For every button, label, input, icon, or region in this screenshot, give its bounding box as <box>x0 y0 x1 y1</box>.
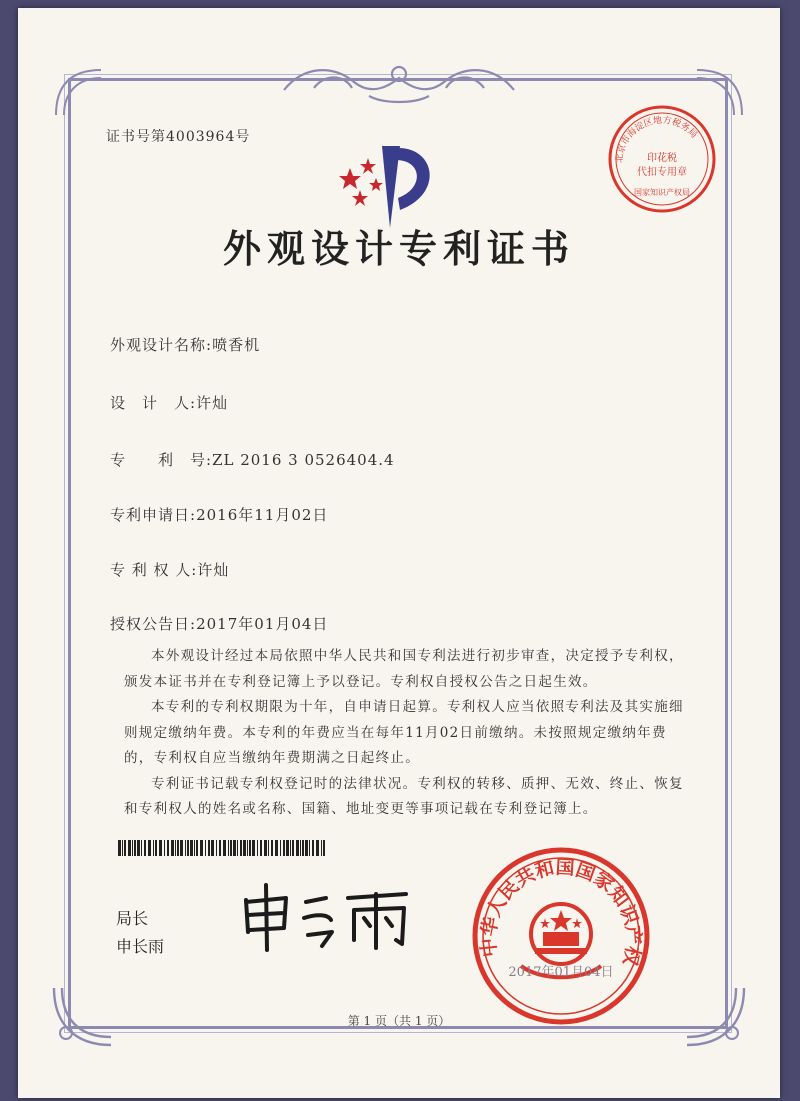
barcode-bar <box>290 840 291 856</box>
barcode-bar <box>271 840 273 856</box>
barcode-bar <box>321 840 322 856</box>
official-seal <box>471 846 651 1026</box>
body-paragraph: 本外观设计经过本局依照中华人民共和国专利法进行初步审查，决定授予专利权，颁发本证书并在专利登记簿上予以登记。专利权自授权公告之日起生效。 <box>124 648 684 690</box>
tax-stamp <box>606 103 718 215</box>
field-value: 喷香机 <box>212 336 261 354</box>
field-label: 外观设计名称: <box>110 336 213 354</box>
barcode-bar <box>153 840 154 856</box>
field-design-name <box>110 334 260 355</box>
barcode-bar <box>205 840 206 856</box>
barcode-bar <box>249 840 251 856</box>
barcode-bar <box>268 840 269 856</box>
top-ornament <box>274 60 524 106</box>
barcode-bar <box>171 840 174 856</box>
page-footer: 第 1 页（共 1 页） <box>347 1014 451 1028</box>
barcode-bar <box>177 840 179 856</box>
barcode-bar <box>323 840 325 856</box>
field-value: 2016年11月02日 <box>196 506 329 524</box>
barcode-bar <box>187 840 189 856</box>
body-paragraph: 本专利的专利权期限为十年，自申请日起算。专利权人应当依照专利法及其实施细则规定缴纳年费。本专利的年费应当在每年11月02日前缴纳。未按照规定缴纳年费的，专利权自应当缴纳年费期满之日起终止。 <box>124 699 684 766</box>
field-value: 许灿 <box>196 394 229 412</box>
seal-ring-text: 中华人民共和国国家知识产权 <box>477 856 645 968</box>
field-label: 专 利 号: <box>110 451 213 469</box>
barcode-bar <box>190 840 193 856</box>
field-value: ZL 2016 3 0526404.4 <box>212 451 395 469</box>
barcode-bar <box>175 840 176 856</box>
barcode-bar <box>124 840 126 856</box>
barcode-bar <box>200 840 203 856</box>
barcode-bar <box>260 840 262 856</box>
body-paragraph: 专利证书记载专利权登记时的法律状况。专利权的转移、质押、无效、终止、恢复和专利权人的姓名或名称、国籍、地址变更等事项记载在专利登记簿上。 <box>124 775 684 817</box>
barcode-bar <box>228 840 229 856</box>
field-patentee <box>110 559 229 580</box>
field-value: 2017年01月04日 <box>196 615 329 633</box>
barcode-bar <box>280 840 281 856</box>
handwritten-signature <box>236 880 436 955</box>
certificate-page <box>18 8 780 1098</box>
barcode-bar <box>312 840 314 856</box>
barcode-bar <box>223 840 226 856</box>
tax-stamp-line2: 代扣专用章 <box>637 167 687 178</box>
barcode-bar <box>180 840 183 856</box>
barcode-bar <box>134 840 136 856</box>
barcode-bar <box>237 840 238 856</box>
barcode-bar <box>132 840 133 856</box>
director-title: 局长 <box>116 909 149 928</box>
barcode-bar <box>243 840 246 856</box>
barcode-bar <box>283 840 285 856</box>
field-label: 专利申请日: <box>110 506 197 524</box>
tax-stamp-line1: 印花税 <box>647 153 677 164</box>
barcode-bar <box>286 840 289 856</box>
barcode-bar <box>164 840 165 856</box>
barcode-bar <box>141 840 142 856</box>
barcode-bar <box>264 840 267 856</box>
barcode-bar <box>247 840 248 856</box>
director-name: 申长雨 <box>116 937 165 956</box>
field-label: 专 利 权 人: <box>110 561 198 579</box>
barcode-bar <box>144 840 146 856</box>
barcode-bar <box>122 840 123 856</box>
barcode-bar <box>302 840 304 856</box>
barcode-bar <box>219 840 221 856</box>
barcode-bar <box>309 840 310 856</box>
field-label: 设 计 人: <box>110 394 197 412</box>
field-value: 许灿 <box>197 561 230 579</box>
barcode-bar <box>137 840 140 856</box>
barcode-bar <box>275 840 278 856</box>
barcode-bar <box>185 840 186 856</box>
tax-stamp-ring-text: 北京市海淀区地方税务局 <box>614 115 699 164</box>
barcode-bar <box>167 840 169 856</box>
seal-date: 2017年01月04日 <box>508 965 614 980</box>
barcode-bar <box>196 840 198 856</box>
barcode-bar <box>128 840 131 856</box>
barcode-bar <box>296 840 299 856</box>
field-grant-date <box>110 613 328 634</box>
field-patent-number <box>110 449 395 470</box>
barcode-bar <box>233 840 236 856</box>
barcode-bar <box>194 840 195 856</box>
barcode-bar <box>257 840 258 856</box>
certificate-body <box>124 644 684 823</box>
barcode-bar <box>159 840 162 856</box>
barcode-bar <box>155 840 157 856</box>
barcode-bar <box>211 840 214 856</box>
barcode-bar <box>216 840 217 856</box>
field-label: 授权公告日: <box>110 615 197 633</box>
barcode-bar <box>252 840 255 856</box>
page-title: 外观设计专利证书 <box>222 227 575 271</box>
barcode-bar <box>148 840 151 856</box>
tax-stamp-bottom-text: 国家知识产权局 <box>634 188 690 197</box>
barcode-bar <box>300 840 301 856</box>
field-application-date <box>110 504 328 525</box>
barcode-bar <box>208 840 210 856</box>
barcode-bar <box>118 840 121 856</box>
barcode-bar <box>240 840 242 856</box>
barcode <box>118 840 328 856</box>
corner-ornament-top-left <box>46 60 106 120</box>
barcode-bar <box>292 840 294 856</box>
barcode-bar <box>316 840 319 856</box>
barcode-bar <box>230 840 232 856</box>
certificate-number: 证书号第4003964号 <box>106 129 251 145</box>
field-designer <box>110 392 228 413</box>
barcode-bar <box>305 840 308 856</box>
